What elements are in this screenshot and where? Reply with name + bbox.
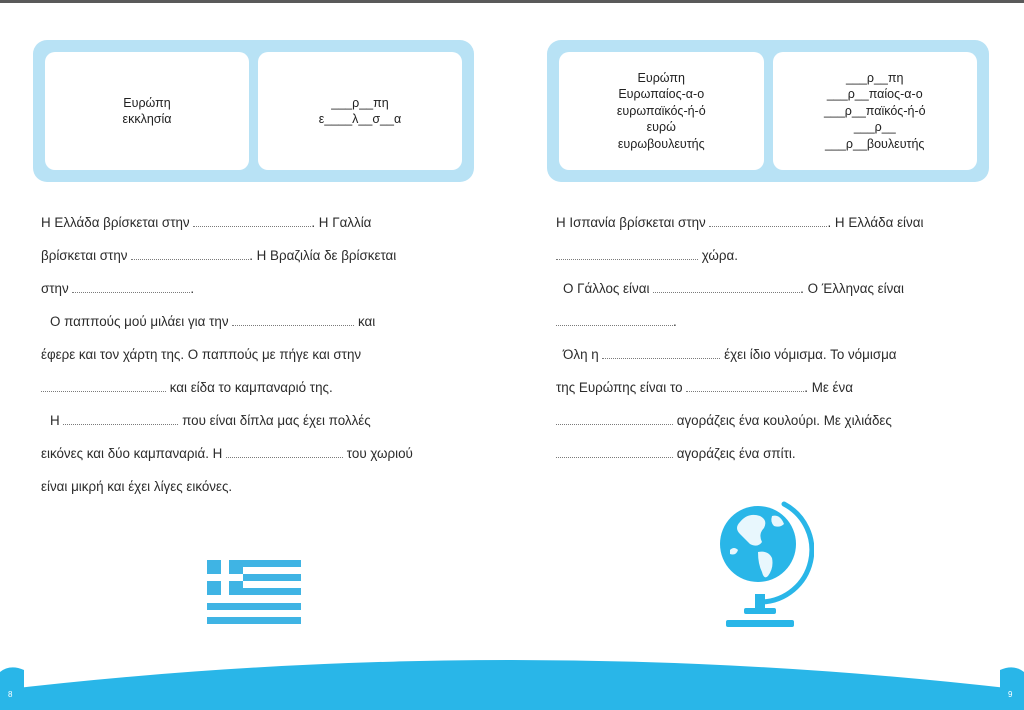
box-pattern: ___ρ__παίος-α-ο — [826, 87, 923, 102]
top-rule — [0, 0, 1024, 3]
right-word-box — [547, 40, 989, 182]
box-word: Ευρωπαίος-α-ο — [618, 87, 705, 102]
fill-blank[interactable] — [686, 381, 804, 392]
fill-blank[interactable] — [709, 216, 827, 227]
box-pattern: ___ρ__βουλευτής — [825, 136, 925, 151]
right-line-3: Ο Γάλλος είναι . Ο Έλληνας είναι — [563, 281, 905, 296]
box-word: ευρώ — [646, 120, 676, 135]
page-number-right: 9 — [1008, 690, 1013, 699]
left-line-6: και είδα το καμπαναριό της. — [41, 380, 333, 395]
fill-blank[interactable] — [226, 447, 343, 458]
fill-blank[interactable] — [556, 414, 673, 425]
fill-blank[interactable] — [63, 414, 178, 425]
footer-wave — [0, 620, 1024, 710]
fill-blank[interactable] — [193, 216, 311, 227]
left-line-9: είναι μικρή και έχει λίγες εικόνες. — [41, 479, 233, 494]
left-word-box — [33, 40, 474, 182]
fill-blank[interactable] — [556, 249, 698, 260]
left-word-box-words — [45, 52, 249, 170]
right-word-box-words — [559, 52, 764, 170]
fill-blank[interactable] — [232, 315, 354, 326]
box-word: Ευρώπη — [123, 95, 171, 110]
box-word: ευρωπαϊκός-ή-ό — [616, 103, 706, 118]
fill-blank[interactable] — [653, 282, 800, 293]
fill-blank[interactable] — [131, 249, 249, 260]
left-line-7: Η που είναι δίπλα μας έχει πολλές — [50, 413, 371, 428]
right-word-box-patterns — [773, 52, 978, 170]
left-line-1: Η Ελλάδα βρίσκεται στην . Η Γαλλία — [41, 215, 372, 230]
box-pattern: ___ρ__πη — [331, 95, 389, 110]
fill-blank[interactable] — [556, 315, 673, 326]
left-line-8: εικόνες και δύο καμπαναριά. Η του χωριού — [41, 446, 413, 461]
right-line-6: της Ευρώπης είναι το . Με ένα — [556, 380, 853, 395]
box-pattern: ε____λ__σ__α — [318, 112, 402, 126]
box-pattern: ___ρ__πη — [846, 70, 904, 85]
box-pattern: ___ρ__παϊκός-ή-ό — [823, 103, 926, 118]
left-word-box-patterns — [258, 52, 462, 170]
left-line-3: στην . — [41, 281, 195, 296]
left-line-4: Ο παππούς μού μιλάει για την και — [50, 314, 376, 329]
box-word: Ευρώπη — [637, 70, 685, 85]
page-number-left: 8 — [8, 690, 13, 699]
right-line-8: αγοράζεις ένα σπίτι. — [556, 446, 796, 461]
box-word: ευρωβουλευτής — [617, 136, 705, 151]
right-line-4: . — [556, 314, 677, 329]
box-word: εκκλησία — [122, 112, 172, 126]
right-line-5: Όλη η έχει ίδιο νόμισμα. Το νόμισμα — [563, 347, 897, 362]
fill-blank[interactable] — [556, 447, 673, 458]
left-line-2: βρίσκεται στην . Η Βραζιλία δε βρίσκεται — [41, 248, 397, 263]
right-line-7: αγοράζεις ένα κουλούρι. Με χιλιάδες — [556, 413, 892, 428]
fill-blank[interactable] — [72, 282, 190, 293]
box-pattern: ___ρ__ — [853, 120, 896, 135]
fill-blank[interactable] — [41, 381, 166, 392]
right-line-2: χώρα. — [556, 248, 738, 263]
right-line-1: Η Ισπανία βρίσκεται στην . Η Ελλάδα είναι — [556, 215, 924, 230]
fill-blank[interactable] — [602, 348, 720, 359]
greek-flag-icon — [207, 560, 301, 624]
globe-icon — [718, 494, 814, 630]
left-line-5: έφερε και τον χάρτη της. Ο παππούς με πήγε και στην — [41, 347, 362, 362]
